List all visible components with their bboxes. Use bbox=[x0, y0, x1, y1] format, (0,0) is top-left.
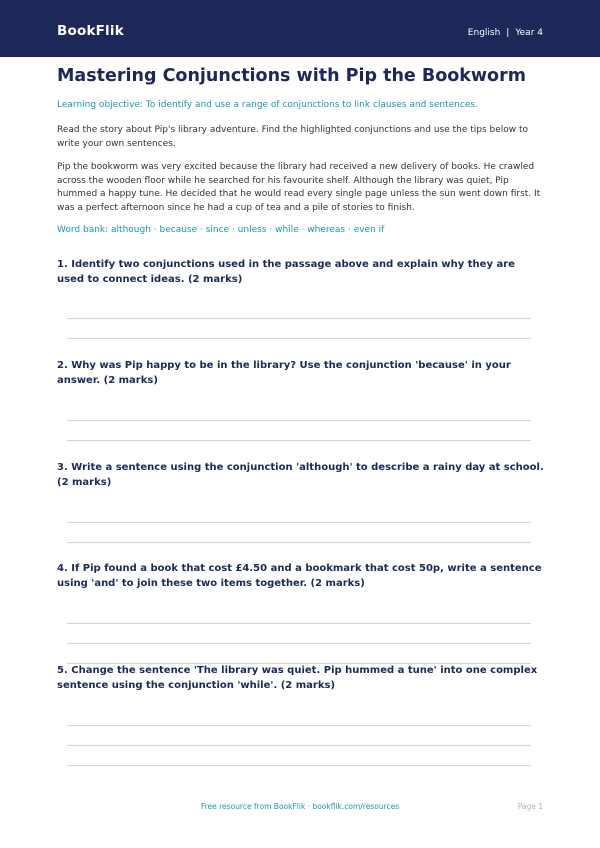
question-2: 2. Why was Pip happy to be in the library? Use the conjunction 'because' in your answer. (2 marks) bbox=[57, 360, 511, 386]
footer-credit bbox=[0, 802, 600, 811]
answer-line-3b[interactable] bbox=[67, 542, 531, 543]
answer-line-5a[interactable] bbox=[67, 725, 531, 726]
header-bar bbox=[0, 0, 600, 57]
learning-objective: Learning objective: To identify and use a range of conjunctions to link clauses and sentences. bbox=[57, 100, 478, 110]
page-number: Page 1 bbox=[517, 802, 543, 811]
answer-line-5b[interactable] bbox=[67, 745, 531, 746]
year-group: Year 4 bbox=[515, 28, 543, 38]
story-passage: Pip the bookworm was very excited because the library had received a new delivery of books. He crawled across the wooden floor while he searched for his favourite shelf. Although the library was quiet, Pip hummed a happy tune. He decided that he would read every single page unless the sun went down first. It was a perfect afternoon since he had a cup of tea and a pile of stories to finish. bbox=[57, 162, 541, 213]
answer-line-4b[interactable] bbox=[67, 643, 531, 644]
brand-logo: BookFlik bbox=[57, 23, 124, 39]
answer-line-1b[interactable] bbox=[67, 338, 531, 339]
answer-line-3a[interactable] bbox=[67, 522, 531, 523]
answer-line-2a[interactable] bbox=[67, 420, 531, 421]
question-3: 3. Write a sentence using the conjunction 'although' to describe a rainy day at school. (2 marks) bbox=[57, 462, 544, 488]
answer-line-4a[interactable] bbox=[67, 623, 531, 624]
footer-credit-link[interactable]: Free resource from BookFlik · bookflik.com/resources bbox=[200, 802, 400, 811]
page-title: Mastering Conjunctions with Pip the Bookworm bbox=[57, 66, 526, 86]
question-1: 1. Identify two conjunctions used in the passage above and explain why they are used to connect ideas. (2 marks) bbox=[57, 259, 515, 285]
answer-line-2b[interactable] bbox=[67, 440, 531, 441]
subject-label bbox=[468, 28, 543, 38]
subject-name: English bbox=[467, 28, 501, 38]
word-bank: Word bank: although · because · since · unless · while · whereas · even if bbox=[57, 225, 385, 235]
instructions-paragraph: Read the story about Pip's library adventure. Find the highlighted conjunctions and use the tips below to write your own sentences. bbox=[57, 125, 529, 149]
question-5: 5. Change the sentence 'The library was quiet. Pip hummed a tune' into one complex sentence using the conjunction 'while'. (2 marks) bbox=[57, 665, 538, 691]
subject-separator: | bbox=[506, 28, 510, 38]
question-4: 4. If Pip found a book that cost £4.50 and a bookmark that cost 50p, write a sentence using 'and' to join these two items together. (2 marks) bbox=[57, 563, 542, 589]
answer-line-1a[interactable] bbox=[67, 318, 531, 319]
answer-line-5c[interactable] bbox=[67, 765, 531, 766]
